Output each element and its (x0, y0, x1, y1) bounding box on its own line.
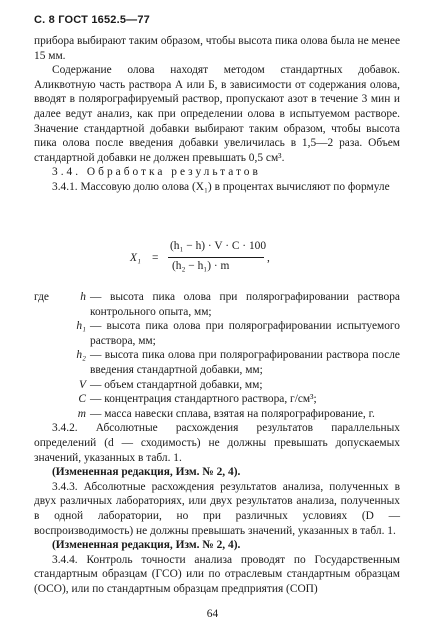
definition-lead (34, 319, 70, 348)
definition-text: — объем стандартной добавки, мм; (90, 378, 263, 391)
paragraph-3-4-3: 3.4.3. Абсолютные расхождения результатов анализа, полученных в двух различных лабораториях, или двух результатов анализа, полученных в одной лаборатории, но при различных условиях (D — воспроизводимость) не должны превышать значений, указанных в табл. 1. (34, 480, 400, 537)
definition-lead (34, 407, 70, 422)
definition-lead (34, 392, 70, 407)
definition-symbol: V (79, 378, 86, 391)
definition-symbol: h₂ (76, 349, 86, 362)
paragraph-method: Содержание олова находят методом стандартных добавок. Аликвотную часть раствора А или Б, в зависимости от содержания олова, вводят в полярографируемый раствор, пропускают азот в течение 3 мин и далее ведут анализ, как при определении олова в испытуемом растворе. Значение стандартной добавки выбирают таким образом, чтобы высота пика олова после введения добавки увеличилась в 1,5—2 раза. Объем стандартной добавки не должен превышать 0,5 см³. (34, 64, 400, 164)
paragraph-3-4-4: 3.4.4. Контроль точности анализа проводят по Государственным стандартным образцам (ГСО) или по отраслевым стандартным образцам (ОСО), или по стандартным образцам предприятия (СОП) (34, 553, 400, 595)
definition-item (34, 290, 400, 319)
definition-text: — высота пика олова при полярографировании раствора после введения стандартной добавки, мм; (90, 349, 400, 376)
definition-text: — масса навески сплава, взятая на полярографирование, г. (90, 407, 375, 420)
definition-lead: где (34, 291, 49, 303)
formula-comma: , (267, 252, 270, 264)
page-number: 64 (206, 608, 219, 620)
formula-lhs: X₁ (130, 252, 141, 264)
definition-item (34, 392, 400, 407)
definition-symbol: m (77, 407, 86, 420)
definition-item (34, 407, 400, 422)
definition-symbol: C (78, 393, 86, 406)
formula-denominator: (h₂ − h₁) · m (172, 260, 230, 272)
amendment-note: (Измененная редакция, Изм. № 2, 4). (52, 466, 241, 479)
paragraph-continuation: прибора выбирают таким образом, чтобы высота пика олова была не менее 15 мм. (34, 35, 400, 62)
definition-symbol: h (80, 291, 86, 303)
definition-item (34, 378, 400, 393)
section-heading-results: 3.4. Обработка результатов (52, 166, 261, 179)
text-block-top (34, 34, 400, 195)
definition-text: — высота пика олова при полярографировании испытуемого раствора, мм; (90, 320, 400, 347)
definition-text: — высота пика олова при полярографировании раствора контрольного опыта, мм; (90, 291, 400, 318)
definition-lead (34, 378, 70, 393)
definition-text: — концентрация стандартного раствора, г/см³; (90, 393, 317, 406)
formula-x1 (130, 240, 330, 280)
definition-item (34, 348, 400, 377)
definition-symbol: h₁ (76, 320, 86, 333)
paragraph-3-4-2: 3.4.2. Абсолютные расхождения результатов параллельных определений (d — сходимость) не должны превышать допускаемых значений, указанных в табл. 1. (34, 422, 400, 464)
formula-numerator: (h₁ − h) · V · C · 100 (170, 240, 267, 252)
fraction-bar (168, 257, 264, 258)
definition-item (34, 319, 400, 348)
amendment-note: (Измененная редакция, Изм. № 2, 4). (52, 539, 241, 552)
definition-lead (34, 348, 70, 377)
formula-equals: = (152, 252, 159, 264)
paragraph-3-4-1: 3.4.1. Массовую долю олова (X₁) в процентах вычисляют по формуле (52, 180, 390, 193)
page-header: С. 8 ГОСТ 1652.5—77 (34, 14, 151, 26)
definitions-list (34, 290, 400, 596)
